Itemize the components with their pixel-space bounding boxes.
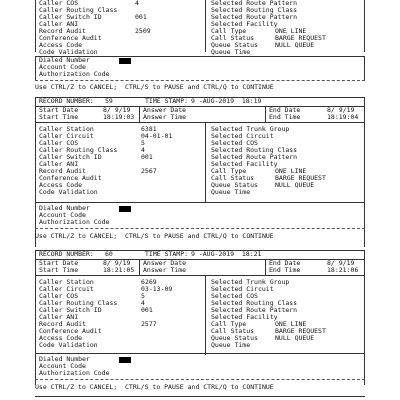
record-audit-label: Record Audit	[39, 27, 86, 35]
redaction-block	[119, 206, 131, 212]
sel-facility-label: Selected Facility	[211, 160, 278, 168]
account-code-label: Account Code	[39, 362, 86, 370]
end-time-label: End Time	[269, 266, 301, 274]
call-type-value: ONE LINE	[275, 320, 307, 328]
record-audit-value: 2567	[141, 167, 157, 175]
start-time-value: 18:21:05	[103, 266, 135, 274]
dialed-number-label: Dialed Number	[39, 204, 90, 212]
caller-routing-class-value: 4	[141, 146, 145, 154]
conference-audit-label: Conference Audit	[39, 327, 102, 335]
caller-routing-class-label: Caller Routing Class	[39, 6, 118, 14]
caller-switch-id-value: 001	[141, 153, 153, 161]
authorization-code-label: Authorization Code	[39, 369, 110, 377]
answer-date-label: Answer Date	[143, 259, 187, 267]
redaction-block	[119, 357, 131, 363]
caller-switch-id-label: Caller Switch ID	[39, 13, 102, 21]
end-time-label: End Time	[269, 113, 301, 121]
sel-cos-label: Selected COS	[211, 139, 258, 147]
end-date-value: 8/ 9/19	[327, 106, 355, 114]
column-divider	[205, 122, 206, 202]
authorization-code-label: Authorization Code	[39, 70, 110, 78]
access-code-label: Access Code	[39, 181, 83, 189]
sel-trunk-group-label: Selected Trunk Group	[211, 125, 290, 133]
answer-date-label: Answer Date	[143, 106, 187, 114]
record-number-value: 59	[105, 97, 113, 105]
sel-facility-label: Selected Facility	[211, 313, 278, 321]
caller-cos-value: 5	[141, 292, 145, 300]
sel-routing-class-label: Selected Routing Class	[211, 146, 298, 154]
sel-route-pattern-label: Selected Route Pattern	[211, 153, 298, 161]
call-type-value: ONE LINE	[275, 27, 307, 35]
queue-time-label: Queue Time	[211, 341, 251, 349]
start-time-label: Start Time	[39, 113, 79, 121]
time-stamp-label: TIME STAMP:	[145, 97, 189, 105]
dialed-number-label: Dialed Number	[39, 56, 90, 64]
queue-status-value: NULL QUEUE	[275, 181, 315, 189]
answer-time-label: Answer Time	[143, 266, 187, 274]
redaction-block	[119, 58, 131, 64]
section-divider	[35, 202, 365, 203]
access-code-label: Access Code	[39, 334, 83, 342]
column-divider	[205, 275, 206, 355]
record-audit-value: 2509	[135, 27, 151, 35]
time-stamp-value: 9 -AUG-2019 18:21	[191, 250, 262, 258]
call-type-label: Call Type	[211, 27, 247, 35]
end-time-value: 18:21:06	[327, 266, 359, 274]
code-validation-label: Code Validation	[39, 341, 98, 349]
sel-route-pattern-label: Selected Route Pattern	[211, 0, 298, 7]
caller-station-label: Caller Station	[39, 125, 94, 133]
call-status-value: BARGE REQUEST	[275, 174, 326, 182]
code-validation-label: Code Validation	[39, 48, 98, 56]
record-number-value: 60	[105, 250, 113, 258]
caller-station-value: 6269	[141, 278, 157, 286]
call-type-label: Call Type	[211, 320, 247, 328]
end-date-value: 8/ 9/19	[327, 259, 355, 267]
caller-station-label: Caller Station	[39, 278, 94, 286]
caller-circuit-label: Caller Circuit	[39, 132, 94, 140]
start-date-value: 8/ 9/19	[103, 106, 131, 114]
record-audit-label: Record Audit	[39, 320, 86, 328]
end-time-value: 18:19:04	[327, 113, 359, 121]
queue-status-label: Queue Status	[211, 334, 258, 342]
record-bottom-dash	[35, 228, 365, 229]
record-number-label: RECORD NUMBER:	[39, 97, 94, 105]
caller-routing-class-value: 4	[141, 299, 145, 307]
call-status-label: Call Status	[211, 34, 255, 42]
sel-routing-class-label: Selected Routing Class	[211, 6, 298, 14]
dates-divider	[35, 122, 365, 123]
header-divider	[35, 259, 365, 260]
control-instructions: Use CTRL/Z to CANCEL; CTRL/S to PAUSE and CTRL/Q to CONTINUE	[35, 83, 274, 91]
caller-ani-label: Caller ANI	[39, 313, 79, 321]
queue-status-value: NULL QUEUE	[275, 41, 315, 49]
account-code-label: Account Code	[39, 211, 86, 219]
header-divider	[35, 106, 365, 107]
sel-route-pattern-label-2: Selected Route Pattern	[211, 13, 298, 21]
caller-switch-id-label: Caller Switch ID	[39, 153, 102, 161]
record-60	[35, 250, 365, 390]
record-number-label: RECORD NUMBER:	[39, 250, 94, 258]
caller-routing-class-label: Caller Routing Class	[39, 146, 118, 154]
caller-circuit-label: Caller Circuit	[39, 285, 94, 293]
next-record-top-border	[35, 396, 365, 397]
record-bottom-dash	[35, 80, 365, 81]
queue-time-label: Queue Time	[211, 188, 251, 196]
caller-cos-value: 4	[135, 0, 139, 7]
call-type-value: ONE LINE	[275, 167, 307, 175]
sel-circuit-label: Selected Circuit	[211, 132, 274, 140]
sel-facility-label: Selected Facility	[211, 20, 278, 28]
caller-switch-id-label: Caller Switch ID	[39, 306, 102, 314]
date-col-divider-1	[139, 106, 140, 122]
date-col-divider-2	[265, 259, 266, 275]
record-partial-top	[35, 0, 365, 80]
date-col-divider-2	[265, 106, 266, 122]
start-date-label: Start Date	[39, 259, 79, 267]
authorization-code-label: Authorization Code	[39, 218, 110, 226]
sel-route-pattern-label: Selected Route Pattern	[211, 306, 298, 314]
caller-station-value: 6381	[141, 125, 157, 133]
queue-status-label: Queue Status	[211, 181, 258, 189]
caller-ani-label: Caller ANI	[39, 20, 79, 28]
caller-routing-class-label: Caller Routing Class	[39, 299, 118, 307]
sel-cos-label: Selected COS	[211, 292, 258, 300]
conference-audit-label: Conference Audit	[39, 34, 102, 42]
caller-cos-label: Caller COS	[39, 0, 79, 7]
dates-divider	[35, 275, 365, 276]
caller-circuit-value: 04-01-01	[141, 132, 173, 140]
time-stamp-value: 9 -AUG-2019 18:19	[191, 97, 262, 105]
time-stamp-label: TIME STAMP:	[145, 250, 189, 258]
caller-ani-label: Caller ANI	[39, 160, 79, 168]
call-type-label: Call Type	[211, 167, 247, 175]
call-status-label: Call Status	[211, 327, 255, 335]
call-status-label: Call Status	[211, 174, 255, 182]
caller-circuit-value: 03-13-09	[141, 285, 173, 293]
code-validation-label: Code Validation	[39, 188, 98, 196]
call-status-value: BARGE REQUEST	[275, 34, 326, 42]
record-59	[35, 97, 365, 247]
end-date-label: End Date	[269, 259, 301, 267]
record-audit-value: 2577	[141, 320, 157, 328]
account-code-label: Account Code	[39, 63, 86, 71]
access-code-label: Access Code	[39, 41, 83, 49]
caller-switch-id-value: 001	[141, 306, 153, 314]
caller-cos-value: 5	[141, 139, 145, 147]
control-instructions: Use CTRL/Z to CANCEL; CTRL/S to PAUSE and CTRL/Q to CONTINUE	[35, 383, 274, 391]
section-divider	[35, 353, 365, 354]
record-bottom-dash	[35, 379, 365, 380]
caller-switch-id-value: 001	[135, 13, 147, 21]
call-status-value: BARGE REQUEST	[275, 327, 326, 335]
answer-time-label: Answer Time	[143, 113, 187, 121]
start-date-value: 8/ 9/19	[103, 259, 131, 267]
record-audit-label: Record Audit	[39, 167, 86, 175]
caller-cos-label: Caller COS	[39, 292, 79, 300]
start-date-label: Start Date	[39, 106, 79, 114]
caller-cos-label: Caller COS	[39, 139, 79, 147]
dialed-number-label: Dialed Number	[39, 355, 90, 363]
queue-status-label: Queue Status	[211, 41, 258, 49]
start-time-label: Start Time	[39, 266, 79, 274]
start-time-value: 18:19:03	[103, 113, 135, 121]
queue-time-label: Queue Time	[211, 48, 251, 56]
sel-trunk-group-label: Selected Trunk Group	[211, 278, 290, 286]
column-divider	[205, 0, 206, 52]
sel-circuit-label: Selected Circuit	[211, 285, 274, 293]
end-date-label: End Date	[269, 106, 301, 114]
date-col-divider-1	[139, 259, 140, 275]
sel-routing-class-label: Selected Routing Class	[211, 299, 298, 307]
conference-audit-label: Conference Audit	[39, 174, 102, 182]
control-instructions: Use CTRL/Z to CANCEL; CTRL/S to PAUSE and CTRL/Q to CONTINUE	[35, 232, 274, 240]
queue-status-value: NULL QUEUE	[275, 334, 315, 342]
